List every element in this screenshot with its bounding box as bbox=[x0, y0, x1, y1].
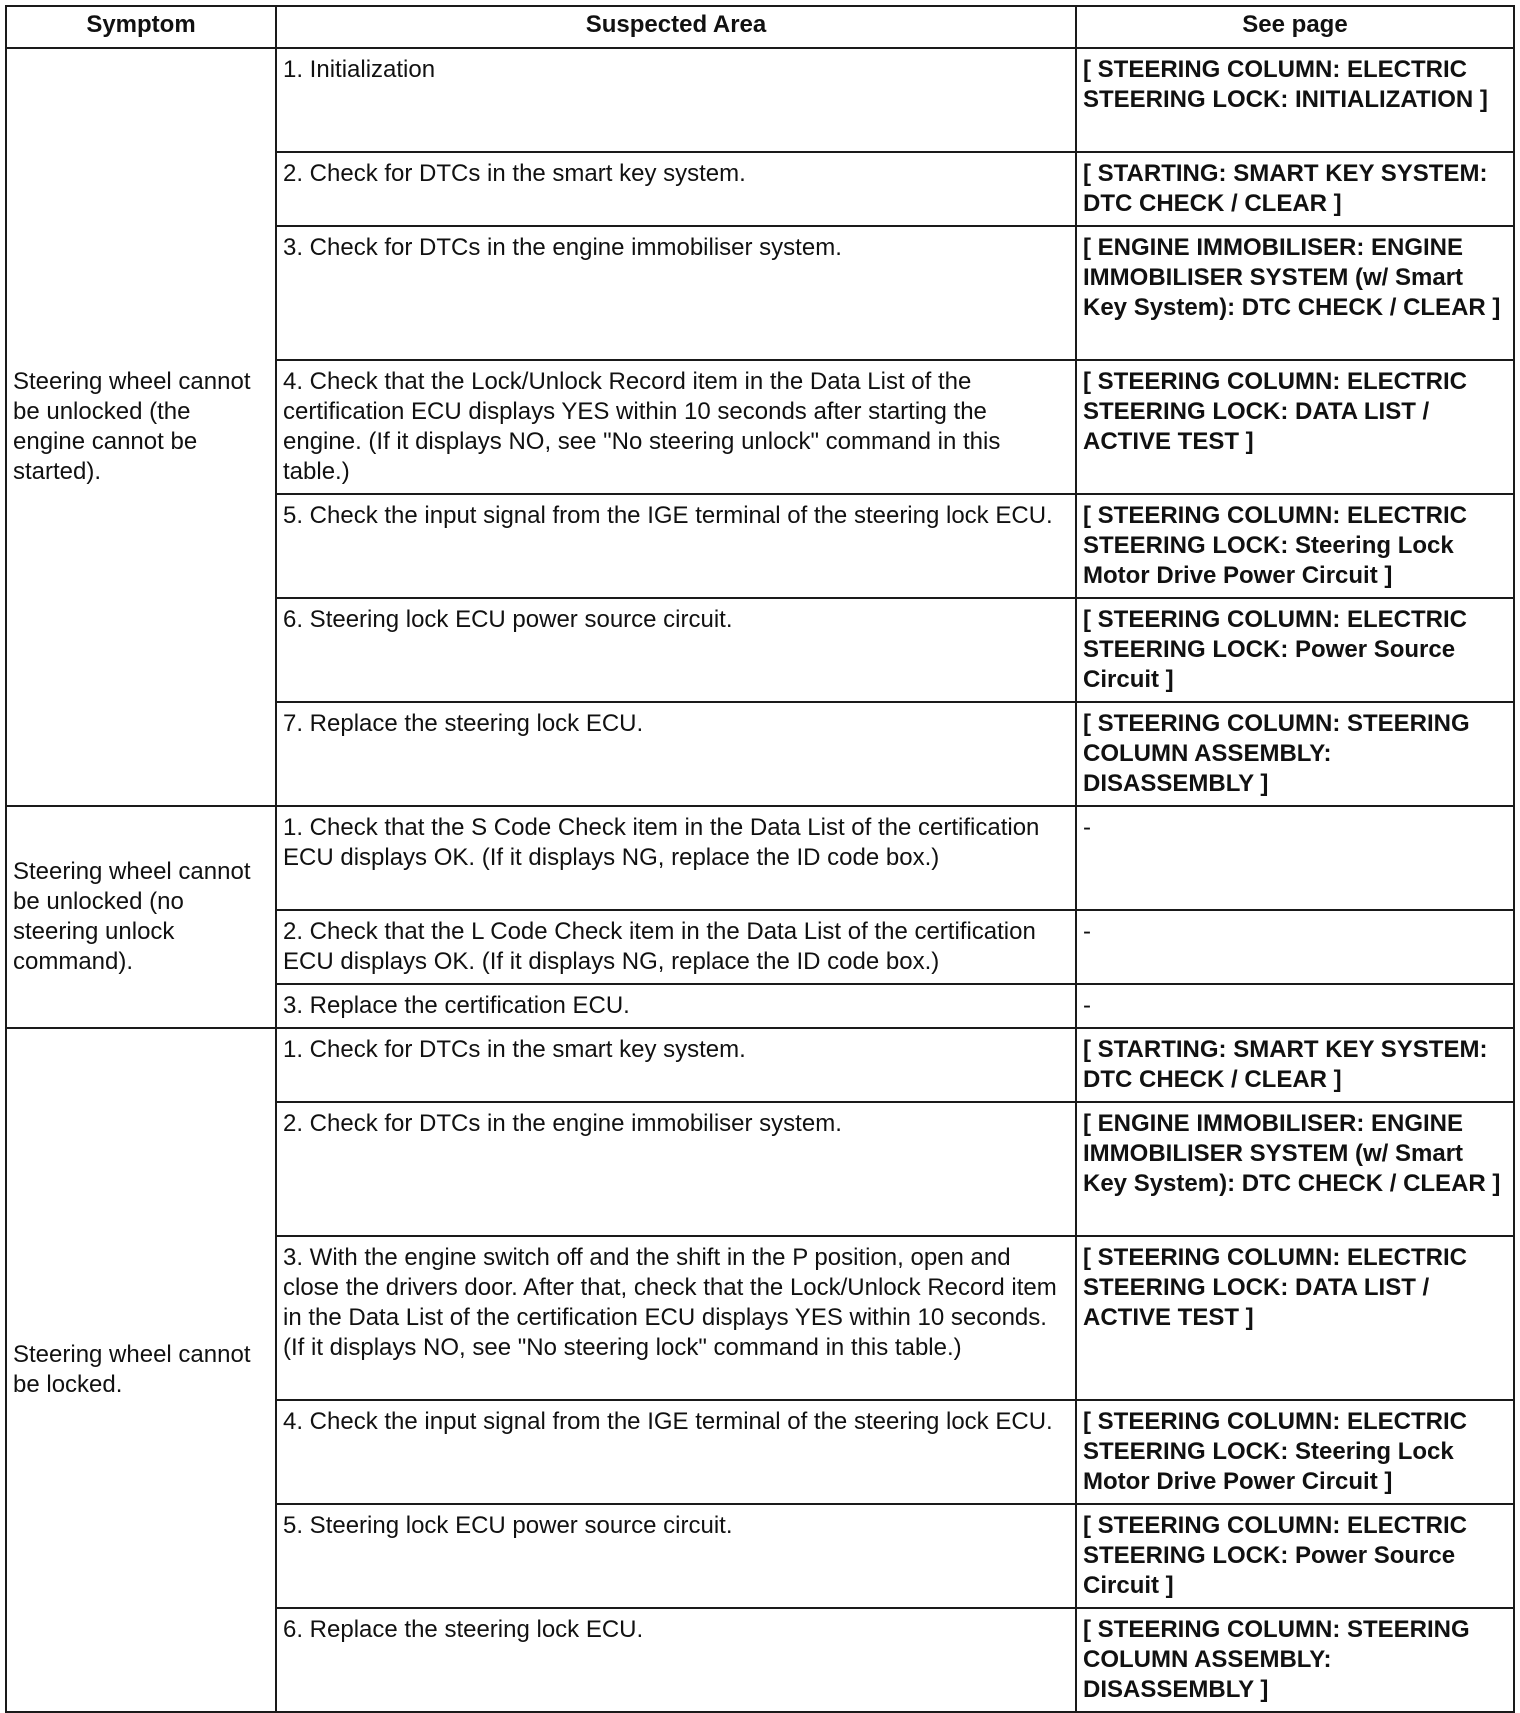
table-row bbox=[6, 806, 1514, 910]
symptom-cell: Steering wheel cannot be unlocked (the engine cannot be started). bbox=[6, 48, 276, 806]
see-page-link[interactable]: [ ENGINE IMMOBILISER: ENGINE IMMOBILISER SYSTEM (w/ Smart Key System): DTC CHECK / CLEAR ] bbox=[1076, 226, 1514, 360]
troubleshooting-table-container bbox=[5, 5, 1515, 1713]
suspected-area-cell: 3. Check for DTCs in the engine immobiliser system. bbox=[276, 226, 1076, 360]
header-see-page: See page bbox=[1076, 6, 1514, 48]
see-page-link[interactable]: [ STEERING COLUMN: ELECTRIC STEERING LOCK: Power Source Circuit ] bbox=[1076, 1504, 1514, 1608]
table-row bbox=[6, 1028, 1514, 1102]
table-row bbox=[6, 48, 1514, 152]
see-page-link[interactable]: [ STEERING COLUMN: ELECTRIC STEERING LOCK: DATA LIST / ACTIVE TEST ] bbox=[1076, 1236, 1514, 1400]
see-page-link[interactable]: [ STEERING COLUMN: ELECTRIC STEERING LOCK: Steering Lock Motor Drive Power Circuit ] bbox=[1076, 494, 1514, 598]
suspected-area-cell: 2. Check that the L Code Check item in the Data List of the certification ECU displays OK. (If it displays NG, replace the ID code box.) bbox=[276, 910, 1076, 984]
see-page-cell: - bbox=[1076, 806, 1514, 910]
see-page-link[interactable]: [ STEERING COLUMN: ELECTRIC STEERING LOCK: Steering Lock Motor Drive Power Circuit ] bbox=[1076, 1400, 1514, 1504]
see-page-link[interactable]: [ STARTING: SMART KEY SYSTEM: DTC CHECK / CLEAR ] bbox=[1076, 152, 1514, 226]
troubleshooting-table bbox=[5, 5, 1515, 1713]
suspected-area-cell: 2. Check for DTCs in the smart key system. bbox=[276, 152, 1076, 226]
suspected-area-cell: 3. With the engine switch off and the shift in the P position, open and close the drivers door. After that, check that the Lock/Unlock Record item in the Data List of the certification ECU displays YES within 10 seconds. (If it displays NO, see "No steering lock" command in this table.) bbox=[276, 1236, 1076, 1400]
suspected-area-cell: 7. Replace the steering lock ECU. bbox=[276, 702, 1076, 806]
suspected-area-cell: 6. Steering lock ECU power source circuit. bbox=[276, 598, 1076, 702]
see-page-link[interactable]: [ STEERING COLUMN: ELECTRIC STEERING LOCK: DATA LIST / ACTIVE TEST ] bbox=[1076, 360, 1514, 494]
header-suspected-area: Suspected Area bbox=[276, 6, 1076, 48]
see-page-link[interactable]: [ ENGINE IMMOBILISER: ENGINE IMMOBILISER SYSTEM (w/ Smart Key System): DTC CHECK / CLEAR ] bbox=[1076, 1102, 1514, 1236]
suspected-area-cell: 3. Replace the certification ECU. bbox=[276, 984, 1076, 1028]
suspected-area-cell: 1. Check for DTCs in the smart key system. bbox=[276, 1028, 1076, 1102]
see-page-link[interactable]: [ STEERING COLUMN: ELECTRIC STEERING LOCK: INITIALIZATION ] bbox=[1076, 48, 1514, 152]
suspected-area-cell: 1. Initialization bbox=[276, 48, 1076, 152]
suspected-area-cell: 4. Check the input signal from the IGE terminal of the steering lock ECU. bbox=[276, 1400, 1076, 1504]
suspected-area-cell: 5. Steering lock ECU power source circuit. bbox=[276, 1504, 1076, 1608]
suspected-area-cell: 5. Check the input signal from the IGE terminal of the steering lock ECU. bbox=[276, 494, 1076, 598]
symptom-cell: Steering wheel cannot be locked. bbox=[6, 1028, 276, 1712]
header-row bbox=[6, 6, 1514, 48]
suspected-area-cell: 6. Replace the steering lock ECU. bbox=[276, 1608, 1076, 1712]
suspected-area-cell: 1. Check that the S Code Check item in the Data List of the certification ECU displays OK. (If it displays NG, replace the ID code box.) bbox=[276, 806, 1076, 910]
see-page-link[interactable]: [ STARTING: SMART KEY SYSTEM: DTC CHECK / CLEAR ] bbox=[1076, 1028, 1514, 1102]
suspected-area-cell: 2. Check for DTCs in the engine immobiliser system. bbox=[276, 1102, 1076, 1236]
suspected-area-cell: 4. Check that the Lock/Unlock Record item in the Data List of the certification ECU displays YES within 10 seconds after starting the engine. (If it displays NO, see "No steering unlock" command in this table.) bbox=[276, 360, 1076, 494]
see-page-link[interactable]: [ STEERING COLUMN: STEERING COLUMN ASSEMBLY: DISASSEMBLY ] bbox=[1076, 1608, 1514, 1712]
header-symptom: Symptom bbox=[6, 6, 276, 48]
see-page-link[interactable]: [ STEERING COLUMN: STEERING COLUMN ASSEMBLY: DISASSEMBLY ] bbox=[1076, 702, 1514, 806]
see-page-link[interactable]: [ STEERING COLUMN: ELECTRIC STEERING LOCK: Power Source Circuit ] bbox=[1076, 598, 1514, 702]
see-page-cell: - bbox=[1076, 910, 1514, 984]
symptom-cell: Steering wheel cannot be unlocked (no steering unlock command). bbox=[6, 806, 276, 1028]
see-page-cell: - bbox=[1076, 984, 1514, 1028]
